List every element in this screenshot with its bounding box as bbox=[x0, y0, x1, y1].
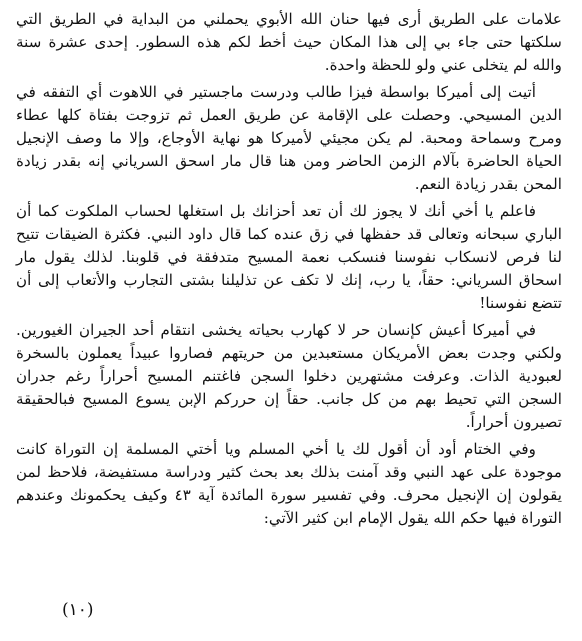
paragraph-4: في أميركا أعيش كإنسان حر لا كهارب بحياته يخشى انتقام أحد الجيران الغيورين. ولكني وجدت بعض الأمريكان مستعبدين من حريتهم فصاروا عبيداً يعملون بالسخرة لعبودية الذات. وعرفت مشتهرين دخلوا السجن فاغتنم المسيح أحراراً رغم جدران السجن التي تحيط بهم من كل جانب. حقاً إن حرركم الإبن يسوع المسيح فبالحقيقة تصيرون أحراراً. bbox=[16, 321, 562, 431]
paragraph-2: أتيت إلى أميركا بواسطة فيزا طالب ودرست ماجستير في اللاهوت أي التفقه في الدين المسيحي. وحصلت على الإقامة عن طريق العمل ثم تزوجت بفتاة كلها عطاء ومرح وسماحة ومحبة. لم يكن مجيئي لأميركا هو نهاية الأوجاع، وإلا ما وصف الإنجيل الحياة الحاضرة بآلام الزمن الحاضر ومن هنا قال مار اسحق السرياني إنه بقدر زيادة المحن بقدر زيادة النعم. bbox=[16, 83, 562, 193]
page-number: (١٠) bbox=[62, 600, 94, 620]
paragraph-1: علامات على الطريق أرى فيها حنان الله الأبوي يحملني من البداية في الطريق التي سلكتها حتى جاء بي إلى هذا المكان حيث أخط لكم هذه السطور. إحدى عشرة سنة والله لم يتخلى عني ولو للحظة واحدة. bbox=[16, 10, 562, 74]
paragraph-3: فاعلم يا أخي أنك لا يجوز لك أن تعد أحزانك بل استغلها لحساب الملكوت كما أن الباري سبحانه وتعالى قد حفظها في زق عنده كما قال داود النبي. فكثرة الضيقات تتيح لنا فرص لانسكاب نفوسنا فنسكب نعمة المسيح متدفقة في قلوبنا. لذلك يقول مار اسحاق السرياني: حقاً، يا رب، إنك لا تكف عن تذليلنا بشتى التجارب والأتعاب إلى أن تتضع نفوسنا! bbox=[16, 202, 562, 312]
paragraph-5: وفي الختام أود أن أقول لك يا أخي المسلم ويا أختي المسلمة إن التوراة كانت موجودة على عهد النبي وقد آمنت بذلك بعد بحث كثير ودراسة مستفيضة، فلاحظ لمن يقولون إن الإنجيل محرف. وفي تفسير سورة المائدة آية ٤٣ وكيف يحكمونك وعندهم التوراة فيها حكم الله يقول الإمام ابن كثير الآتي: bbox=[16, 440, 562, 527]
